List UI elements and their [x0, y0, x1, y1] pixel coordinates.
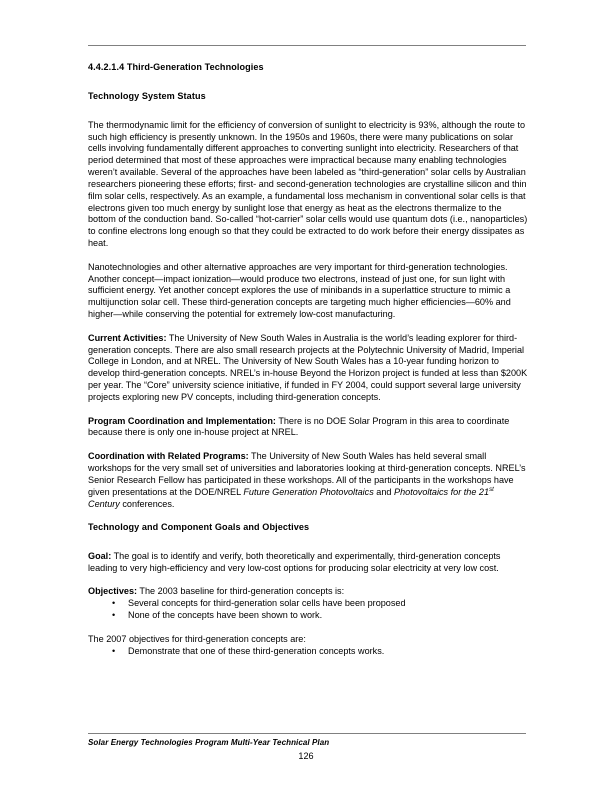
label-goal: Goal:: [88, 550, 112, 561]
text-current-activities: The University of New South Wales in Australia is the world’s leading explorer for third-generation concepts. There are also small research projects at the Polytechnic University of Madrid, Imperial College in London, and at NREL. The University of New South Wales has a 10-year funding horizon to develop third-generation concepts. NREL’s in-house Beyond the Horizon project is funded at less than $200K per year. The “Core” university science initiative, if funded in FY 2004, could support several large university projects exploring new PV concepts, including third-generation concepts.: [88, 332, 528, 402]
list-2003-baseline: [88, 598, 528, 622]
text-coordination-related-after: conferences.: [119, 498, 175, 509]
conference-title-future-generation-photovoltaics: Future Generation Photovoltaics: [243, 486, 374, 497]
text-objectives-baseline-lead-in: The 2003 baseline for third-generation concepts is:: [137, 586, 345, 597]
list-item: [88, 610, 528, 622]
list-item: [88, 646, 528, 658]
text-goal: The goal is to identify and verify, both theoretically and experimentally, third-generation concepts leading to very high-efficiency and very low-cost options for producing solar electricity at very low cost.: [88, 550, 501, 573]
paragraph-program-coordination: [88, 416, 528, 440]
paragraph-current-activities: [88, 333, 528, 404]
bullet-icon: •: [112, 610, 116, 621]
bullet-icon: •: [112, 645, 116, 656]
conference-title-photovoltaics-21st-century-part1: Photovoltaics for the 21: [394, 486, 490, 497]
list-item-label: Several concepts for third-generation solar cells have been proposed: [128, 598, 406, 609]
label-coordination-related-programs: Coordination with Related Programs:: [88, 451, 249, 462]
page-content: [88, 62, 528, 669]
paragraph-coordination-related-programs: [88, 451, 528, 510]
list-item: [88, 598, 528, 610]
page-title: 4.4.2.1.4 Third-Generation Technologies: [88, 62, 264, 72]
paragraph-nanotechnologies: Nanotechnologies and other alternative approaches are very important for third-generation technologies. Another concept—impact ionization—would produce two electrons, instead of just one, for sun light with sufficient energy. Yet another concept explores the use of minibands in a superlattice structure to mimic a multijunction solar cell. These third-generation concepts are targeting much higher efficiencies—60% and higher—while conserving the potential for extremely low-cost manufacturing.: [88, 261, 511, 320]
text-coordination-related-before: The University of New South Wales has held several small workshops for the very small set of universities and laboratories looking at third-generation concepts. NREL’s Senior Research Fellow has participated in these workshops. All of the participants in the workshops have given presentations at the DOE/NREL: [88, 451, 526, 497]
label-objectives: Objectives:: [88, 586, 138, 597]
bullet-icon: •: [112, 598, 116, 609]
footer-rule: [88, 733, 526, 734]
label-program-coordination: Program Coordination and Implementation:: [88, 415, 276, 426]
paragraph-2007-objectives-lead-in: The 2007 objectives for third-generation concepts are:: [88, 633, 306, 644]
conference-title-photovoltaics-21st-century-part2: Century: [88, 498, 120, 509]
page-number: 126: [298, 751, 314, 761]
header-rule: [88, 45, 526, 46]
superscript-st: st: [489, 485, 494, 493]
list-2007-objectives: [88, 646, 528, 658]
footer-document-title: Solar Energy Technologies Program Multi-Year Technical Plan: [88, 738, 330, 747]
paragraph-goal: [88, 551, 528, 575]
text-conjunction-and: and: [373, 486, 395, 497]
paragraph-objectives-lead-in: [88, 586, 528, 598]
list-item-label: Demonstrate that one of these third-generation concepts works.: [128, 645, 385, 656]
list-item-label: None of the concepts have been shown to work.: [128, 610, 323, 621]
heading-technology-component-goals: Technology and Component Goals and Objectives: [88, 522, 310, 533]
heading-technology-system-status: Technology System Status: [88, 90, 206, 101]
label-current-activities: Current Activities:: [88, 332, 167, 343]
text-program-coordination: There is no DOE Solar Program in this area to coordinate because there is only one in-house project at NREL.: [88, 415, 510, 438]
paragraph-thermodynamic-limit: The thermodynamic limit for the efficiency of conversion of sunlight to electricity is 93%, although the route to such high efficiency is presently unknown. In the 1950s and 1960s, there were many publications on solar cells involving fundamentally different approaches to converting sunlight into electricity. Researchers of that period determined that most of these approaches were impractical because many enabling technologies weren’t available. Several of the approaches have been labeled as “third-generation” solar cells by Australian researchers pioneering these efforts; first- and second-generation technologies are crystalline silicon and thin film solar cells, respectively. As an example, a fundamental loss mechanism in conventional solar cells is that electrons given too much energy by sunlight lose that energy as heat as the electrons thermalize to the bottom of the conduction band. So-called “hot-carrier” solar cells would use quantum dots (i.e., nanoparticles) to confine electrons long enough so that they could be extracted to do work before their energy dissipates as heat.: [88, 119, 528, 249]
